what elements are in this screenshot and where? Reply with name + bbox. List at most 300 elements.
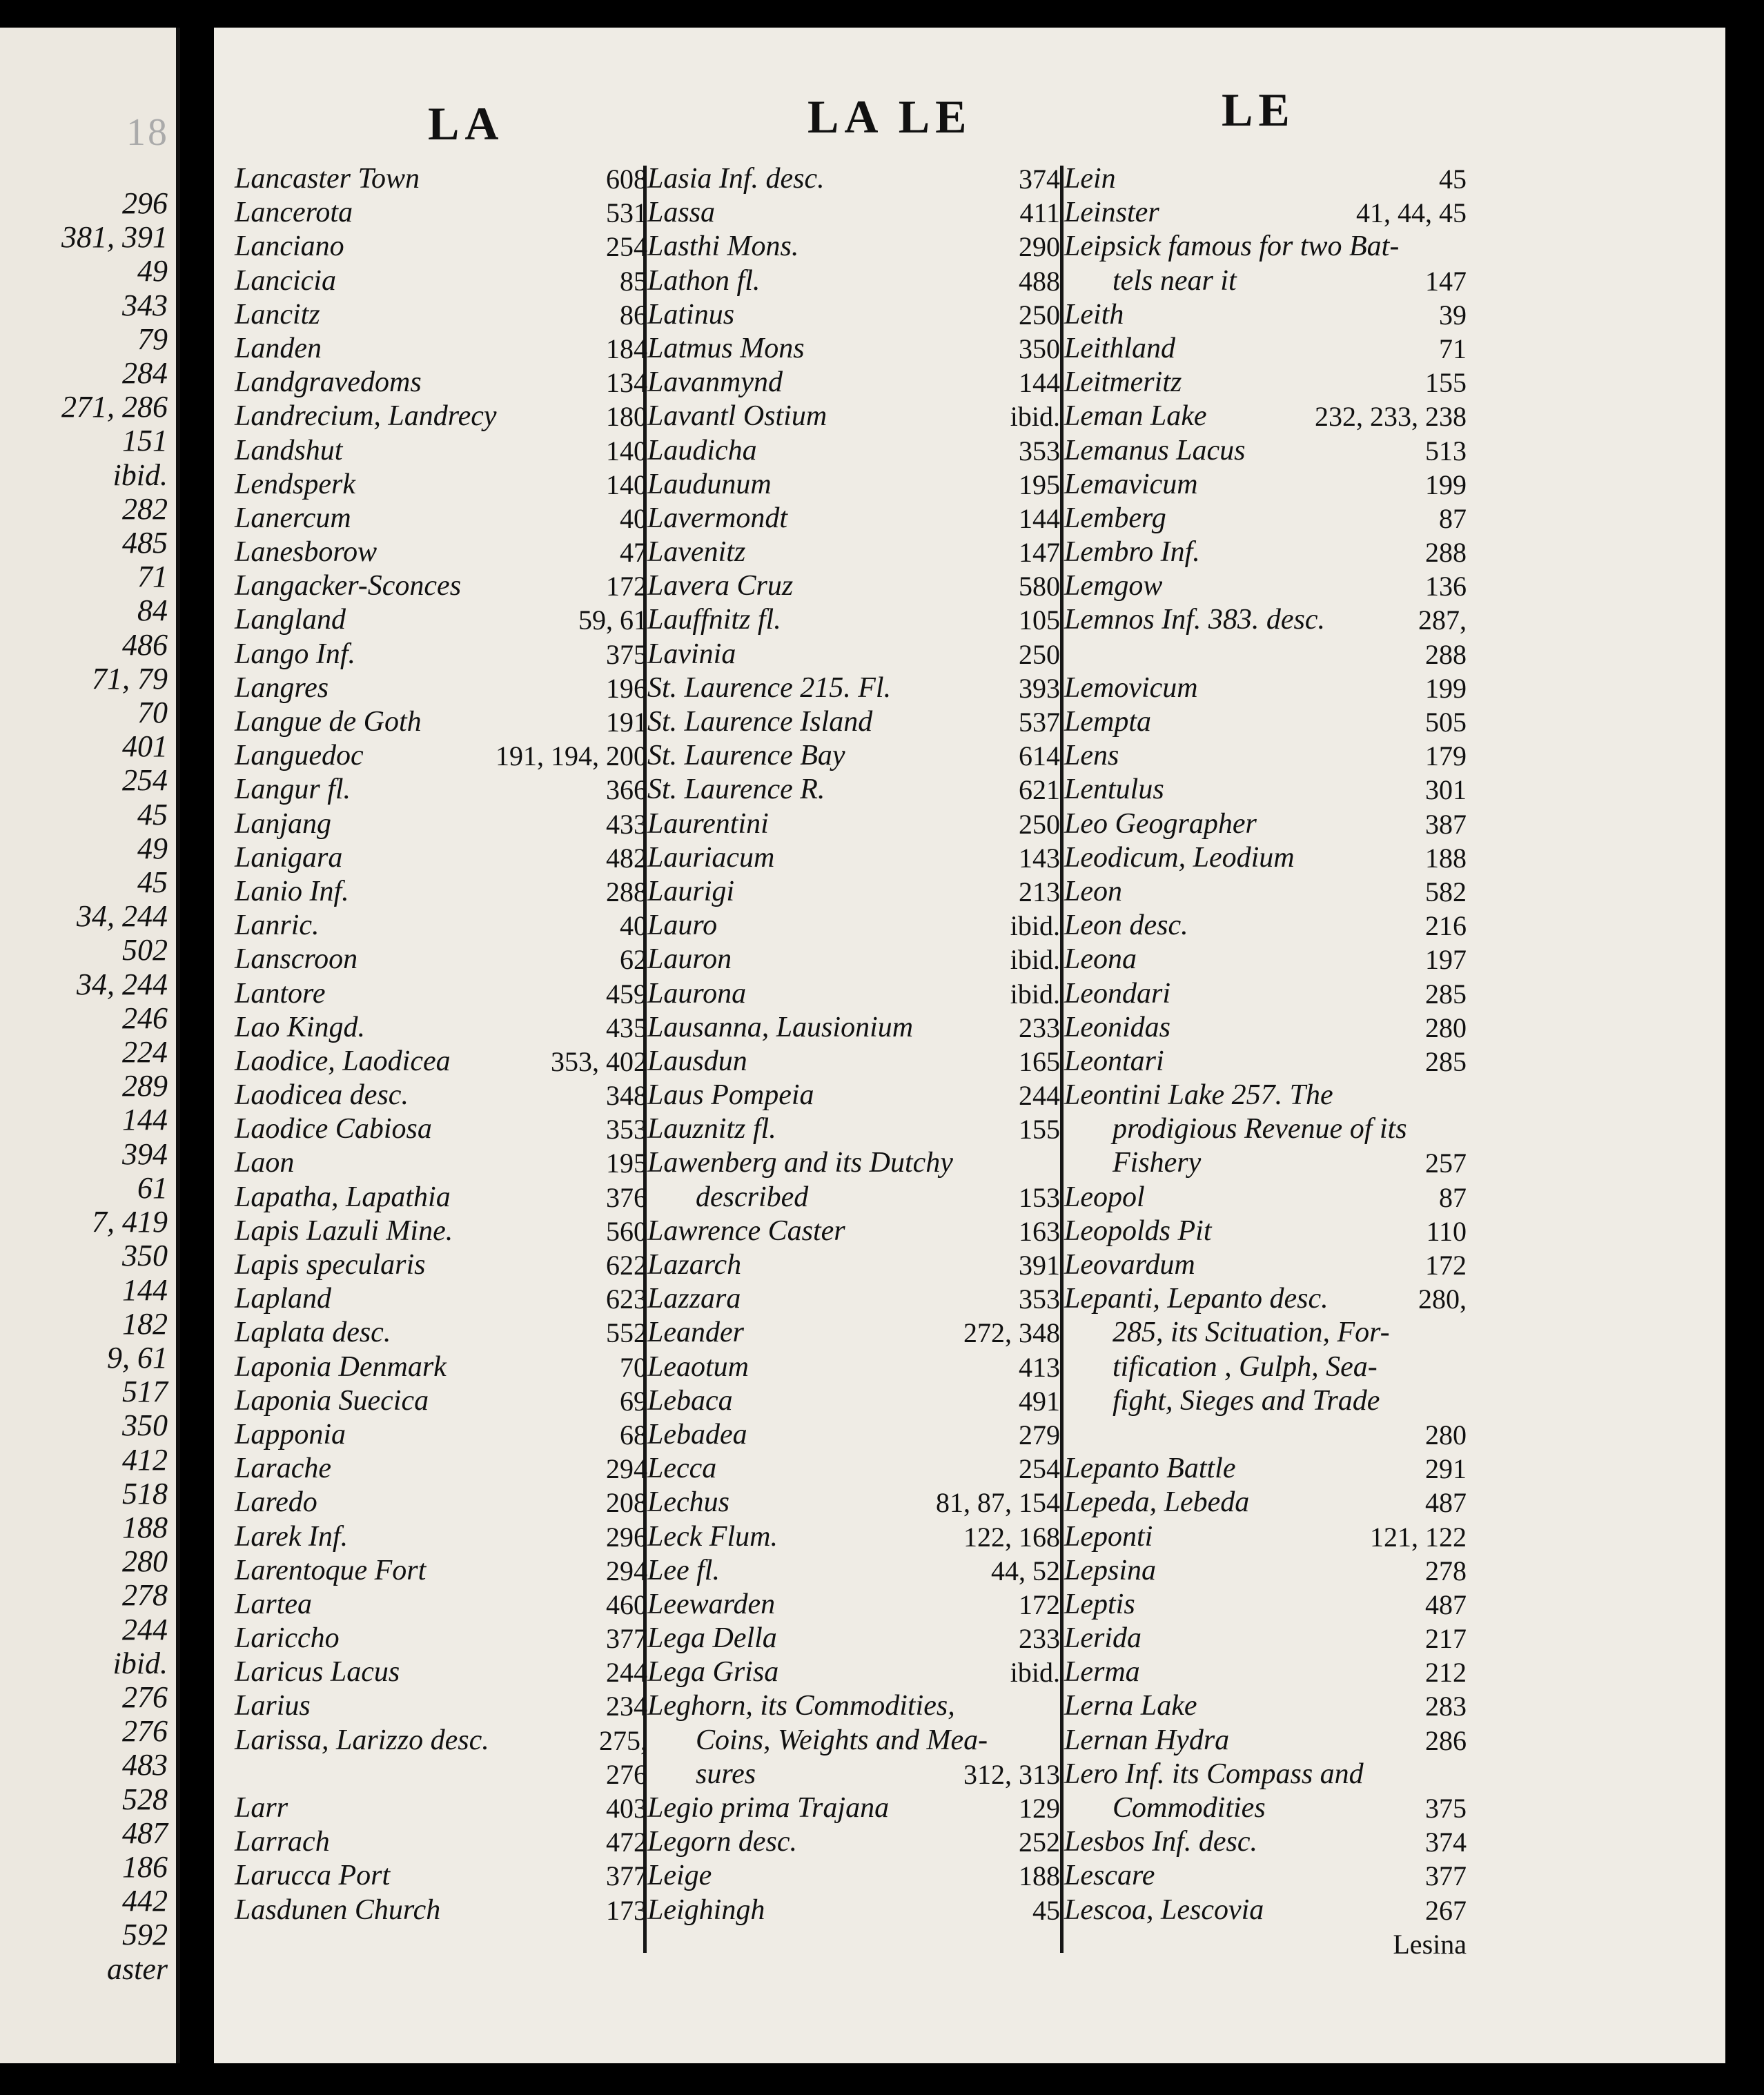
entry-page: 291 — [1425, 1453, 1467, 1485]
entry-name: Lauro — [647, 909, 718, 942]
index-column-b — [647, 162, 1061, 1927]
entry-name: Lein — [1064, 163, 1116, 195]
entry-name: Laodice, Laodicea — [235, 1045, 451, 1077]
index-entry — [647, 977, 1061, 1011]
entry-page: 482 — [606, 842, 647, 874]
entry-name: Lerna Lake — [1064, 1690, 1197, 1722]
entry-name: St. Laurence 215. Fl. — [647, 671, 892, 704]
entry-page: 86 — [620, 299, 647, 331]
entry-name: Leipsick famous for two Bat- — [1064, 230, 1400, 263]
entry-page: 134 — [606, 367, 647, 399]
entry-page: 212 — [1425, 1657, 1467, 1689]
entry-name: Lescoa, Lescovia — [1064, 1894, 1264, 1926]
entry-name: Landrecium, Landrecy — [235, 400, 497, 433]
entry-page: 353 — [1019, 435, 1060, 466]
index-entry — [647, 671, 1061, 705]
index-entry — [235, 1045, 649, 1079]
entry-name: Larache — [235, 1453, 331, 1485]
entry-name: Lasdunen Church — [235, 1894, 441, 1926]
index-entry — [235, 1859, 649, 1893]
entry-page: 196 — [606, 672, 647, 704]
entry-name: Lausdun — [647, 1045, 747, 1077]
index-entry — [647, 1689, 1061, 1723]
entry-name: Leonidas — [1064, 1011, 1171, 1043]
entry-page: 411 — [1019, 197, 1060, 229]
index-entry — [647, 1214, 1061, 1248]
index-entry — [1064, 773, 1468, 807]
index-entry — [235, 739, 649, 773]
entry-name: Latinus — [647, 298, 735, 331]
entry-page: 460 — [606, 1589, 647, 1620]
previous-page-number: ibid. — [112, 1646, 168, 1680]
entry-name: Langres — [235, 671, 329, 704]
index-entry — [1064, 1146, 1468, 1180]
entry-name: Lanric. — [235, 909, 320, 942]
previous-page-number: 49 — [137, 254, 168, 288]
previous-page-number: 278 — [122, 1578, 168, 1613]
entry-name: Leewarden — [647, 1588, 776, 1620]
header-center: LA LE — [807, 90, 972, 143]
entry-page: 377 — [606, 1860, 647, 1892]
index-entry — [1064, 1112, 1468, 1146]
entry-name: Landshut — [235, 434, 343, 466]
index-entry — [1064, 1724, 1468, 1758]
previous-page-number: 296 — [122, 186, 168, 220]
entry-name: Lanciano — [235, 230, 344, 263]
entry-page: 296 — [606, 1521, 647, 1553]
entry-name: Lapis Lazuli Mine. — [235, 1214, 453, 1247]
index-entry — [1064, 1791, 1468, 1825]
entry-page: 105 — [1019, 604, 1060, 636]
entry-page: 280 — [1425, 1419, 1467, 1450]
entry-name: Lanjang — [235, 807, 332, 840]
entry-name: Lawrence Caster — [647, 1214, 845, 1247]
previous-page-number: 485 — [122, 526, 168, 560]
entry-page: 234 — [606, 1691, 647, 1722]
index-entry — [1064, 1079, 1468, 1112]
entry-page: 537 — [1019, 707, 1060, 738]
entry-name: 285, its Scituation, For- — [1113, 1317, 1390, 1349]
entry-name: Legio prima Trajana — [647, 1792, 890, 1824]
entry-page: 213 — [1019, 876, 1060, 907]
entry-page: 286 — [1425, 1724, 1467, 1756]
entry-name: Larr — [235, 1792, 288, 1824]
previous-page-number: 45 — [137, 797, 168, 832]
index-entry — [235, 1724, 649, 1758]
entry-page: 250 — [1019, 808, 1060, 840]
index-entry — [647, 535, 1061, 569]
entry-page: 267 — [1425, 1894, 1467, 1926]
entry-page: 147 — [1019, 537, 1060, 569]
index-entry — [1064, 1248, 1468, 1282]
entry-page: 608 — [606, 164, 647, 195]
index-entry — [235, 400, 649, 433]
entry-name: Lesbos Inf. desc. — [1064, 1826, 1257, 1858]
previous-page-number: 79 — [137, 322, 168, 356]
page-header — [214, 28, 1725, 159]
entry-name: Lernan Hydra — [1064, 1724, 1230, 1756]
entry-name: Lapatha, Lapathia — [235, 1181, 451, 1213]
entry-name: Lemavicum — [1064, 468, 1198, 500]
index-entry — [647, 1282, 1061, 1316]
entry-name: Lango Inf. — [235, 638, 356, 670]
entry-page: 459 — [606, 978, 647, 1010]
entry-page: 184 — [606, 333, 647, 364]
header-left: LA — [428, 97, 504, 150]
previous-page-number: ibid. — [112, 458, 168, 492]
index-entry — [1064, 807, 1468, 841]
entry-name: Leptis — [1064, 1588, 1135, 1620]
entry-page: 582 — [1425, 876, 1467, 907]
entry-name: Lavera Cruz — [647, 570, 794, 602]
entry-name: Lapland — [235, 1283, 332, 1315]
entry-name: Laredo — [235, 1486, 317, 1519]
entry-page: 244 — [606, 1657, 647, 1689]
entry-page: 70 — [620, 1351, 647, 1383]
index-entry — [1064, 603, 1468, 637]
index-entry — [1064, 638, 1468, 671]
entry-name: Laon — [235, 1147, 295, 1179]
index-entry — [647, 1520, 1061, 1554]
entry-page: 85 — [620, 265, 647, 297]
previous-page-number: 271, 286 — [61, 390, 168, 424]
index-entry — [235, 841, 649, 875]
entry-page: 47 — [620, 537, 647, 569]
index-entry — [647, 1554, 1061, 1588]
entry-name: Lavenitz — [647, 536, 746, 569]
index-entry — [1064, 502, 1468, 535]
previous-page-number: 289 — [122, 1069, 168, 1103]
entry-page: 250 — [1019, 638, 1060, 670]
entry-name: Legorn desc. — [647, 1826, 797, 1858]
entry-page: 413 — [1019, 1351, 1060, 1383]
index-entry — [235, 502, 649, 535]
entry-name: Lartea — [235, 1588, 313, 1620]
entry-name: Leithland — [1064, 332, 1176, 364]
entry-page: 283 — [1425, 1691, 1467, 1722]
previous-page-number: 280 — [122, 1544, 168, 1579]
index-entry — [235, 1825, 649, 1859]
index-entry — [235, 1282, 649, 1316]
index-entry — [235, 1214, 649, 1248]
index-entry — [235, 569, 649, 603]
entry-page: 375 — [1425, 1793, 1467, 1824]
entry-name: Laurona — [647, 977, 747, 1010]
entry-name: Lanesborow — [235, 536, 378, 569]
index-entry — [235, 807, 649, 841]
entry-name: Lentulus — [1064, 774, 1164, 806]
entry-name: Leontini Lake 257. The — [1064, 1079, 1333, 1112]
entry-page: 129 — [1019, 1793, 1060, 1824]
entry-page: 353 — [606, 1114, 647, 1145]
entry-name: Lega Della — [647, 1622, 777, 1655]
entry-page: 121, 122 — [1370, 1521, 1467, 1553]
entry-name: Lauffnitz fl. — [647, 604, 781, 636]
index-entry — [1064, 1859, 1468, 1893]
entry-name: St. Laurence Island — [647, 706, 873, 738]
index-page — [214, 28, 1725, 2063]
entry-page: 153 — [1019, 1181, 1060, 1213]
entry-name: Leon desc. — [1064, 909, 1188, 942]
index-entry — [235, 603, 649, 637]
entry-page: 172 — [1019, 1589, 1060, 1620]
entry-name: Lapis specularis — [235, 1249, 426, 1281]
entry-name: Leondari — [1064, 977, 1171, 1010]
entry-page: 39 — [1439, 299, 1467, 331]
entry-page: 165 — [1019, 1045, 1060, 1077]
entry-page: 491 — [1019, 1385, 1060, 1417]
entry-name: Laponia Suecica — [235, 1384, 429, 1417]
index-entry — [1064, 671, 1468, 705]
entry-name: Languedoc — [235, 740, 364, 772]
index-entry — [235, 1894, 649, 1927]
index-entry — [647, 1588, 1061, 1622]
index-entry — [1064, 1825, 1468, 1859]
entry-page: 45 — [1032, 1894, 1060, 1926]
entry-name: Lao Kingd. — [235, 1011, 366, 1043]
entry-page: 288 — [1425, 638, 1467, 670]
previous-page-number: 276 — [122, 1680, 168, 1714]
entry-page: 350 — [1019, 333, 1060, 364]
entry-page: 254 — [1019, 1453, 1060, 1485]
index-entry — [235, 943, 649, 976]
index-entry — [235, 162, 649, 196]
index-entry — [1064, 943, 1468, 976]
index-entry — [1064, 230, 1468, 264]
index-entry — [1064, 1588, 1468, 1622]
entry-page: 188 — [1425, 842, 1467, 874]
index-entry — [235, 1689, 649, 1723]
index-entry — [647, 705, 1061, 739]
entry-page: 294 — [606, 1453, 647, 1485]
index-entry — [647, 1791, 1061, 1825]
entry-name: Landgravedoms — [235, 366, 422, 399]
entry-name: Leith — [1064, 298, 1124, 331]
index-entry — [235, 1758, 649, 1791]
entry-name: fight, Sieges and Trade — [1113, 1384, 1380, 1417]
entry-name: Lapponia — [235, 1418, 346, 1450]
entry-page: 217 — [1425, 1623, 1467, 1655]
entry-name: Lecca — [647, 1453, 717, 1485]
entry-name: Leopolds Pit — [1064, 1214, 1212, 1247]
index-entry — [235, 1384, 649, 1418]
previous-page-number: 71, 79 — [92, 661, 168, 696]
entry-page: 62 — [620, 944, 647, 976]
entry-name: Lemovicum — [1064, 671, 1198, 704]
entry-name: Lescare — [1064, 1860, 1155, 1892]
entry-name: Lausanna, Lausionium — [647, 1011, 914, 1043]
index-entry — [1064, 1316, 1468, 1350]
entry-page: 172 — [1425, 1250, 1467, 1281]
index-entry — [1064, 400, 1468, 433]
entry-page: 216 — [1425, 910, 1467, 942]
index-entry — [1064, 434, 1468, 468]
index-entry — [235, 773, 649, 807]
index-entry — [1064, 1282, 1468, 1316]
entry-page: 374 — [1019, 164, 1060, 195]
index-entry — [1064, 1181, 1468, 1214]
previous-page-number: 350 — [122, 1239, 168, 1273]
entry-name: Lauznitz fl. — [647, 1113, 776, 1145]
entry-page: 110 — [1426, 1215, 1467, 1247]
entry-name: Leige — [647, 1860, 712, 1892]
index-entry — [647, 332, 1061, 366]
index-entry — [1064, 1554, 1468, 1588]
previous-page-number: 144 — [122, 1272, 168, 1307]
entry-page: 278 — [1425, 1555, 1467, 1586]
entry-page: 376 — [606, 1181, 647, 1213]
index-entry — [235, 1112, 649, 1146]
previous-page-number: 71 — [137, 560, 168, 594]
entry-name: Leitmeritz — [1064, 366, 1182, 399]
entry-page: 81, 87, 154 — [936, 1487, 1060, 1519]
index-entry — [647, 1622, 1061, 1655]
index-entry — [235, 1791, 649, 1825]
index-entry — [1064, 1622, 1468, 1655]
entry-name: Laplata desc. — [235, 1317, 391, 1349]
entry-page: 140 — [606, 435, 647, 466]
entry-page: 45 — [1439, 164, 1467, 195]
index-entry — [235, 671, 649, 705]
entry-page: ibid. — [1010, 401, 1060, 433]
entry-page: 163 — [1019, 1215, 1060, 1247]
index-entry — [1064, 1045, 1468, 1079]
entry-name: Larucca Port — [235, 1860, 391, 1892]
entry-name: Leopol — [1064, 1181, 1145, 1213]
index-entry — [647, 264, 1061, 298]
entry-name: described — [696, 1181, 809, 1213]
entry-name: tification , Gulph, Sea- — [1113, 1350, 1378, 1383]
index-entry — [235, 332, 649, 366]
index-entry — [647, 1894, 1061, 1927]
index-entry — [235, 1452, 649, 1486]
entry-name: Leontari — [1064, 1045, 1164, 1077]
index-entry — [647, 1350, 1061, 1384]
index-entry — [647, 841, 1061, 875]
index-entry — [235, 1316, 649, 1350]
entry-name: Latmus Mons — [647, 332, 805, 364]
index-entry — [1064, 1384, 1468, 1418]
index-entry — [1064, 298, 1468, 332]
index-entry — [235, 264, 649, 298]
entry-page: 288 — [1425, 537, 1467, 569]
index-entry — [647, 1146, 1061, 1180]
index-entry — [1064, 705, 1468, 739]
entry-name: sures — [696, 1758, 756, 1790]
entry-name: Leovardum — [1064, 1249, 1195, 1281]
index-entry — [235, 1350, 649, 1384]
index-entry — [647, 603, 1061, 637]
previous-page-number: 350 — [122, 1408, 168, 1443]
previous-page-number: 7, 419 — [92, 1205, 168, 1239]
entry-name: Lendsperk — [235, 468, 355, 500]
entry-name: Commodities — [1113, 1792, 1266, 1824]
index-entry — [647, 807, 1061, 841]
entry-page: 387 — [1425, 808, 1467, 840]
entry-page: 301 — [1425, 774, 1467, 806]
entry-page: 623 — [606, 1283, 647, 1315]
header-right: LE — [1222, 83, 1295, 136]
entry-page: 285 — [1425, 1045, 1467, 1077]
entry-name: Laricus Lacus — [235, 1656, 400, 1689]
previous-page-number: 284 — [122, 356, 168, 391]
previous-page-number: 188 — [122, 1510, 168, 1544]
entry-name: Lauriacum — [647, 841, 775, 874]
index-entry — [235, 298, 649, 332]
index-entry — [1064, 1689, 1468, 1723]
index-entry — [647, 875, 1061, 909]
entry-name: Lasia Inf. desc. — [647, 163, 825, 195]
index-entry — [235, 1655, 649, 1689]
entry-name: Langur fl. — [235, 774, 351, 806]
index-entry — [1064, 332, 1468, 366]
previous-page-number: 49 — [137, 831, 168, 865]
previous-page-number: 394 — [122, 1137, 168, 1171]
entry-name: Leinster — [1064, 197, 1159, 229]
index-entry — [647, 1418, 1061, 1452]
previous-page-number: 186 — [122, 1849, 168, 1884]
index-column-a — [235, 162, 649, 1927]
index-entry — [235, 230, 649, 264]
entry-page: 68 — [620, 1419, 647, 1450]
entry-name: Laurentini — [647, 807, 769, 840]
entry-page: 353 — [1019, 1283, 1060, 1315]
previous-page-number: 151 — [122, 424, 168, 458]
previous-page-number: 34, 244 — [77, 899, 168, 934]
entry-name: Langland — [235, 604, 346, 636]
index-entry — [235, 909, 649, 943]
index-entry — [235, 1011, 649, 1045]
entry-name: Lerida — [1064, 1622, 1142, 1655]
index-entry — [647, 773, 1061, 807]
entry-name: Lega Grisa — [647, 1656, 779, 1689]
previous-page-number: 246 — [122, 1001, 168, 1035]
entry-name: Lemnos Inf. 383. desc. — [1064, 604, 1325, 636]
index-entry — [647, 1079, 1061, 1112]
entry-page: 472 — [606, 1827, 647, 1858]
entry-page: 144 — [1019, 367, 1060, 399]
index-entry — [647, 569, 1061, 603]
index-entry — [647, 366, 1061, 400]
entry-name: Laudunum — [647, 468, 772, 500]
index-entry — [235, 705, 649, 739]
index-entry — [647, 1011, 1061, 1045]
index-entry — [647, 434, 1061, 468]
index-entry — [647, 1316, 1061, 1350]
entry-page: 275, — [599, 1724, 647, 1756]
previous-page-numbers — [0, 186, 168, 1986]
entry-page: 280, — [1418, 1283, 1467, 1315]
previous-page-number: 224 — [122, 1035, 168, 1070]
entry-page: 87 — [1439, 1181, 1467, 1213]
index-entry — [235, 1554, 649, 1588]
index-entry — [647, 400, 1061, 433]
index-entry — [647, 196, 1061, 230]
entry-name: Lancitz — [235, 298, 320, 331]
index-entry — [235, 1520, 649, 1554]
index-entry — [235, 1079, 649, 1112]
entry-name: Lepanti, Lepanto desc. — [1064, 1283, 1329, 1315]
entry-name: St. Laurence Bay — [647, 740, 845, 772]
entry-page: 531 — [606, 197, 647, 229]
entry-name: Lavinia — [647, 638, 736, 670]
index-entry — [647, 1758, 1061, 1791]
previous-page-number: 282 — [122, 491, 168, 526]
entry-page: 393 — [1019, 672, 1060, 704]
entry-name: Lanigara — [235, 841, 343, 874]
entry-page: 287, — [1418, 604, 1467, 636]
previous-page-number: 244 — [122, 1612, 168, 1646]
